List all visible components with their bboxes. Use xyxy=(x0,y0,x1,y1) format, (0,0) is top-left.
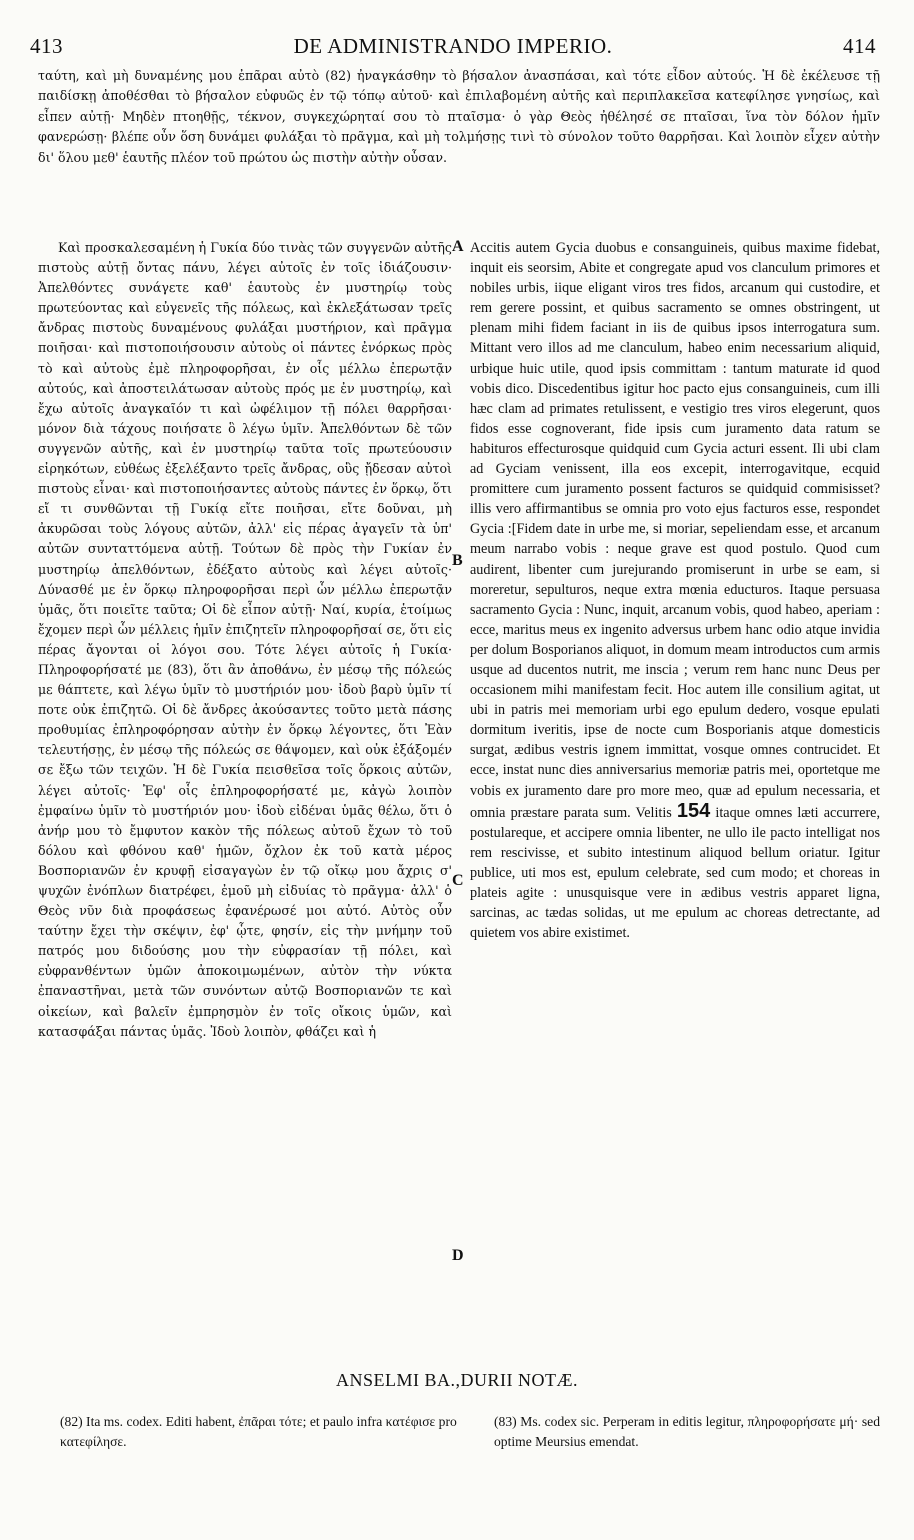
margin-marker-c: C xyxy=(452,872,464,889)
margin-marker-b: B xyxy=(452,552,463,569)
margin-marker-d: D xyxy=(452,1247,464,1264)
latin-column-text xyxy=(470,238,880,943)
page-number-right: 414 xyxy=(843,34,876,58)
margin-number-154: 154 xyxy=(676,799,711,822)
footnote-82 xyxy=(60,1412,460,1452)
running-title: DE ADMINISTRANDO IMPERIO. xyxy=(293,34,613,58)
latin-column xyxy=(470,238,880,943)
top-greek-paragraph xyxy=(38,66,880,168)
running-header xyxy=(30,34,876,60)
page-number-left: 413 xyxy=(30,34,63,58)
top-greek-text: ταύτη, καὶ μὴ δυναμένης μου ἐπᾶραι αὐτὸ (82) ἠναγκάσθην τὸ βήσαλον ἀνασπάσαι, καὶ τότε εἶδον αὐτούς. Ἡ δὲ ἐκέλευσε τῇ παιδίσκῃ ἀποθέσθαι τὸ βήσαλον εὐφυῶς ἐν τῷ τόπῳ αὐτοῦ· καὶ ἐπιλαβομένη αὐτῆς καὶ περιπλακεῖσα κατεφίλησε γνησίως, καὶ εἶπεν αὐτῇ· Μηδὲν πτοηθῇς, τέκνον, συγκεχώρηταί σου τὸ πταῖσμα· ὁ γὰρ Θεὸς ἠθέλησέ σε πταῖσαι, ἵνα τὸν δόλον ἡμῖν φανερώσῃ· βλέπε οὖν ὅση δυνάμει φυλάξαι τὸ πρᾶγμα, καὶ μὴ τολμήσῃς τινὶ τὸ σύνολον τοῦτο θαρρῆσαι. Καὶ λοιπὸν εἶχεν αὐτὴν δι' ὅλου μεθ' ἑαυτῆς πλέον τοῦ πρώτου ὡς πιστὴν αὐτὴν οὖσαν. xyxy=(38,68,880,165)
greek-column-text: Καὶ προσκαλεσαμένη ἡ Γυκία δύο τινὰς τῶν συγγενῶν αὐτῆς πιστοὺς αὐτῇ ὄντας πάνυ, λέγει αὐτοῖς ἐν τοῖς ἰδιάζουσιν· Ἀπελθόντες συνάγετε καθ' ἑαυτοὺς ἐν μυστηρίῳ τοὺς πρωτεύοντας καὶ εὐγενεῖς τῆς πόλεως, καὶ ἐκλεξάτωσαν τρεῖς ἄνδρας πιστοὺς δυναμένους φυλάξαι μυστήριον, καὶ πρᾶγμα ποιῆσαι· καὶ πιστοποιήσουσιν αὐτοὺς οἱ πάντες ἐνόρκως πρὸς τὸ καὶ αὐτοὺς ἐμὲ πληροφορῆσαι, ἐν οἷς μέλλω ἐπερωτᾷν αὐτούς, καὶ ἀποστειλάτωσαν αὐτοὺς πρός με ἐν μυστηρίῳ, καὶ ἔχω αὐτοῖς ἀναγκαῖόν τι καὶ ὠφέλιμον τῇ πόλει θαρρῆσαι· μόνον διὰ τάχους ποιήσατε ὃ λέγω ὑμῖν. Ἀπελθόντων δὲ τῶν συγγενῶν αὐτῆς, καὶ ἐν μυστηρίῳ ταῦτα τοῖς πρωτεύουσιν εἰρηκότων, εὐθέως ἐξελέξαντο τρεῖς ἄνδρας, οὓς ᾔδεσαν αὐτοὶ πιστοὺς εἶναι· καὶ πιστοποιήσαντες αὐτοὺς πάντες ἐν ὅρκῳ, ὅτι εἴ τι συνθῶνται τῇ Γυκίᾳ εἴτε ποιῆσαι, εἴτε δοῦναι, μὴ ἀκυρῶσαι τοὺς λόγους αὐτῶν, ἀλλ' εἰς πέρας ἀγαγεῖν τὰ ὑπ' αὐτῶν συνταττόμενα αὐτῇ. Τούτων δὲ πρὸς τὴν Γυκίαν ἐν μυστηρίῳ ἀπελθόντων, ἐδέξατο αὐτοὺς καὶ λέγει αὐτοῖς· Δύνασθέ με ἐν ὅρκῳ πληροφορῆσαι περὶ ὧν μέλλω ἐπερωτᾷν ὑμᾶς, ὅτι ποιεῖτε ταῦτα; Οἱ δὲ εἶπον αὐτῇ· Ναί, κυρία, ἑτοίμως ἔχομεν περὶ ὧν μέλλεις ἡμῖν ἐπιζητεῖν πληροφορῆσαί σε, ὅτι εἰς πέρας ἄγονται οἱ λόγοι σου. Τότε λέγει αὐτοῖς ἡ Γυκία· Πληροφορήσατέ με (83), ὅτι ἂν ἀποθάνω, ἐν μέσῳ τῆς πόλεώς με θάπτετε, καὶ λέγω ὑμῖν τὸ μυστήριόν μου· ἰδοὺ βαρὺ ὑμῖν τί ποτε οὐκ ἐπιζητῶ. Οἱ δὲ ἄνδρες ἀκούσαντες τοῦτο μετὰ πάσης προθυμίας ἐπληροφόρησαν αὐτὴν ἐν ὅρκῳ λέγοντες, ὅτι Ἐὰν τελευτήσῃς, ἐν μέσῳ τῆς πόλεώς σε θάψομεν, καὶ οὐκ ἐξάξομέν σε ἔξω τῶν τειχῶν. Ἡ δὲ Γυκία πεισθεῖσα τοῖς ὅρκοις αὐτῶν, λέγει αὐτοῖς· Ἐφ' οἷς ἐπληροφορήσατέ με, κἀγὼ λοιπὸν ἐμφαίνω ὑμῖν τὸ μυστήριόν μου· ἰδοὺ εἰδέναι ὑμᾶς θέλω, ὅτι ὁ ἀνήρ μου τὸ ἔμφυτον κακὸν τῆς πόλεως αὐτοῦ ἔχων τὸ τοῦ δόλου καὶ φθόνου καθ' ἡμῶν, ὄχλον ἐκ τοῦ κατὰ μέρος Βοσποριανῶν ἐν κρυφῇ εἰσαγαγὼν ἐν τῷ οἴκῳ μου ἄχρις σ' ψυχῶν ἐνόπλων διατρέφει, ἐμοῦ μὴ εἰδυίας τὸ πρᾶγμα· ἀλλ' ὁ Θεὸς νῦν διὰ προφάσεως ἐφανέρωσέ μοι αὐτό. Αὐτὸς οὖν ταύτην ἔχει τὴν σκέψιν, ἐφ' ᾧτε, φησίν, εἰς τὴν μνήμην τοῦ πατρός μου διδούσης μου τὴν εὐφρασίαν τῇ πόλει, καὶ εὐφρανθέντων ὑμῶν ἀποκοιμωμένων, αὐτὸν τὴν νύκτα ἐπαναστῆναι, μετὰ τῶν συνόντων αὐτῷ Βοσποριανῶν τε καὶ οἰκείων, καὶ βαλεῖν ἐμπρησμὸν ἐν τοῖς οἴκοις ὑμῶν, καὶ κατασφάξαι πάντας ὑμᾶς. Ἰδοὺ λοιπὸν, φθάζει καὶ ἡ xyxy=(38,240,452,1039)
footnote-82-text: (82) Ita ms. codex. Editi habent, ἐπᾶραι τότε; et paulo infra κατέφισε pro κατεφίλησε. xyxy=(60,1414,457,1449)
margin-marker-a: A xyxy=(452,238,464,255)
latin-text-part-a: Accitis autem Gycia duobus e consanguineis, quibus maxime fidebat, inquit eis seorsim, Abite et congregate apud vos clanculum primores et nobiles urbis, iique eligant viros tres fidos, arcanum qui custodire, et rem gerere possint, et quibus sacramento se omnes obstringent, ut plenam mihi fidem faciant in iis de quibus ipsos interrogatura sum. Mittant vero illos ad me clanculum, habeo enim necessarium aliquid, urbique huic utile, quod ipsis committam : tantum maturate id quod vobis dico. Discedentibus igitur hoc pacto ejus consanguineis, cum illi hæc clam ad primates retulissent, e vestigio tres viros elegerunt, quos fidos esse cognoverant, fide ipsis cum juramento data ratum se habituros effecturosque quidquid cum Gycia acturi essent. Ili ubi clam ad Gyciam venissent, illa eos excepit, interrogavitque, ecquid promittere cum juramento possent facturos se quidquid commisisset? illis vero affirmantibus se omnia pro voto ejus facturos esse, respondet Gycia :[Fidem date in urbe me, si moriar, sepeliendam esse, et arcanum meum narrabo vobis : neque grave est quod postulo. Quod cum audirent, libenter cum jurejurando promiserunt in urbe se eam, si moreretur, sepulturos, neque extra mœnia educturos. Itaque persuasa sacramento Gycia : Nunc, inquit, arcanum vobis, quod habeo, aperiam : ecce, maritus meus ex ingenito adversus urbem hanc odio atque invidia per dolum Bosporianos aliquot, in domum meam introductos cum armis usque ad ducentos nutrit, me inscia ; verum rem hanc nunc Deus per occasionem mihi manifestam fecit. Hoc autem ille consilium agitat, ut ubi in patris mei memoriam urbi ego epulum dedero, vosque epulati dormitum iveritis, ipse de nocte cum Bosporianis atque domesticis surgat, ædibus vestris ignem immittat, vosque omnes contrucidet. Et ecce, instat nunc dies anniversarius memoriæ patris mei, oportetque me vobis ex juramento dare pro more meo, quæ ad epulum necessaria, et omnia præstare parata sum. Velitis xyxy=(470,240,880,821)
notes-heading: ANSELMI BA.,DURII NOTÆ. xyxy=(336,1370,578,1390)
footnote-83-text: (83) Ms. codex sic. Perperam in editis legitur, πληροφορήσατε μή· sed optime Meursius emendat. xyxy=(494,1414,880,1449)
greek-column xyxy=(38,238,452,1042)
latin-text-part-b: itaque omnes læti accurrere, postulareque, et accipere omnia libenter, ne ullo ile pacto intelligat nos rem rescivisse, et subito intestinum aliquod bellum oriatur. Igitur publice, uti mos est, epulum celebrate, sed cum modo; et choreas in plateis agite : unusquisque vere in ædibus vestris apparet ligna, sarcinas, ac tædas solidas, ut me epulum ac choreas detrectante, ad quietem vos abire existimet. xyxy=(470,804,881,942)
footnote-83 xyxy=(494,1412,880,1452)
